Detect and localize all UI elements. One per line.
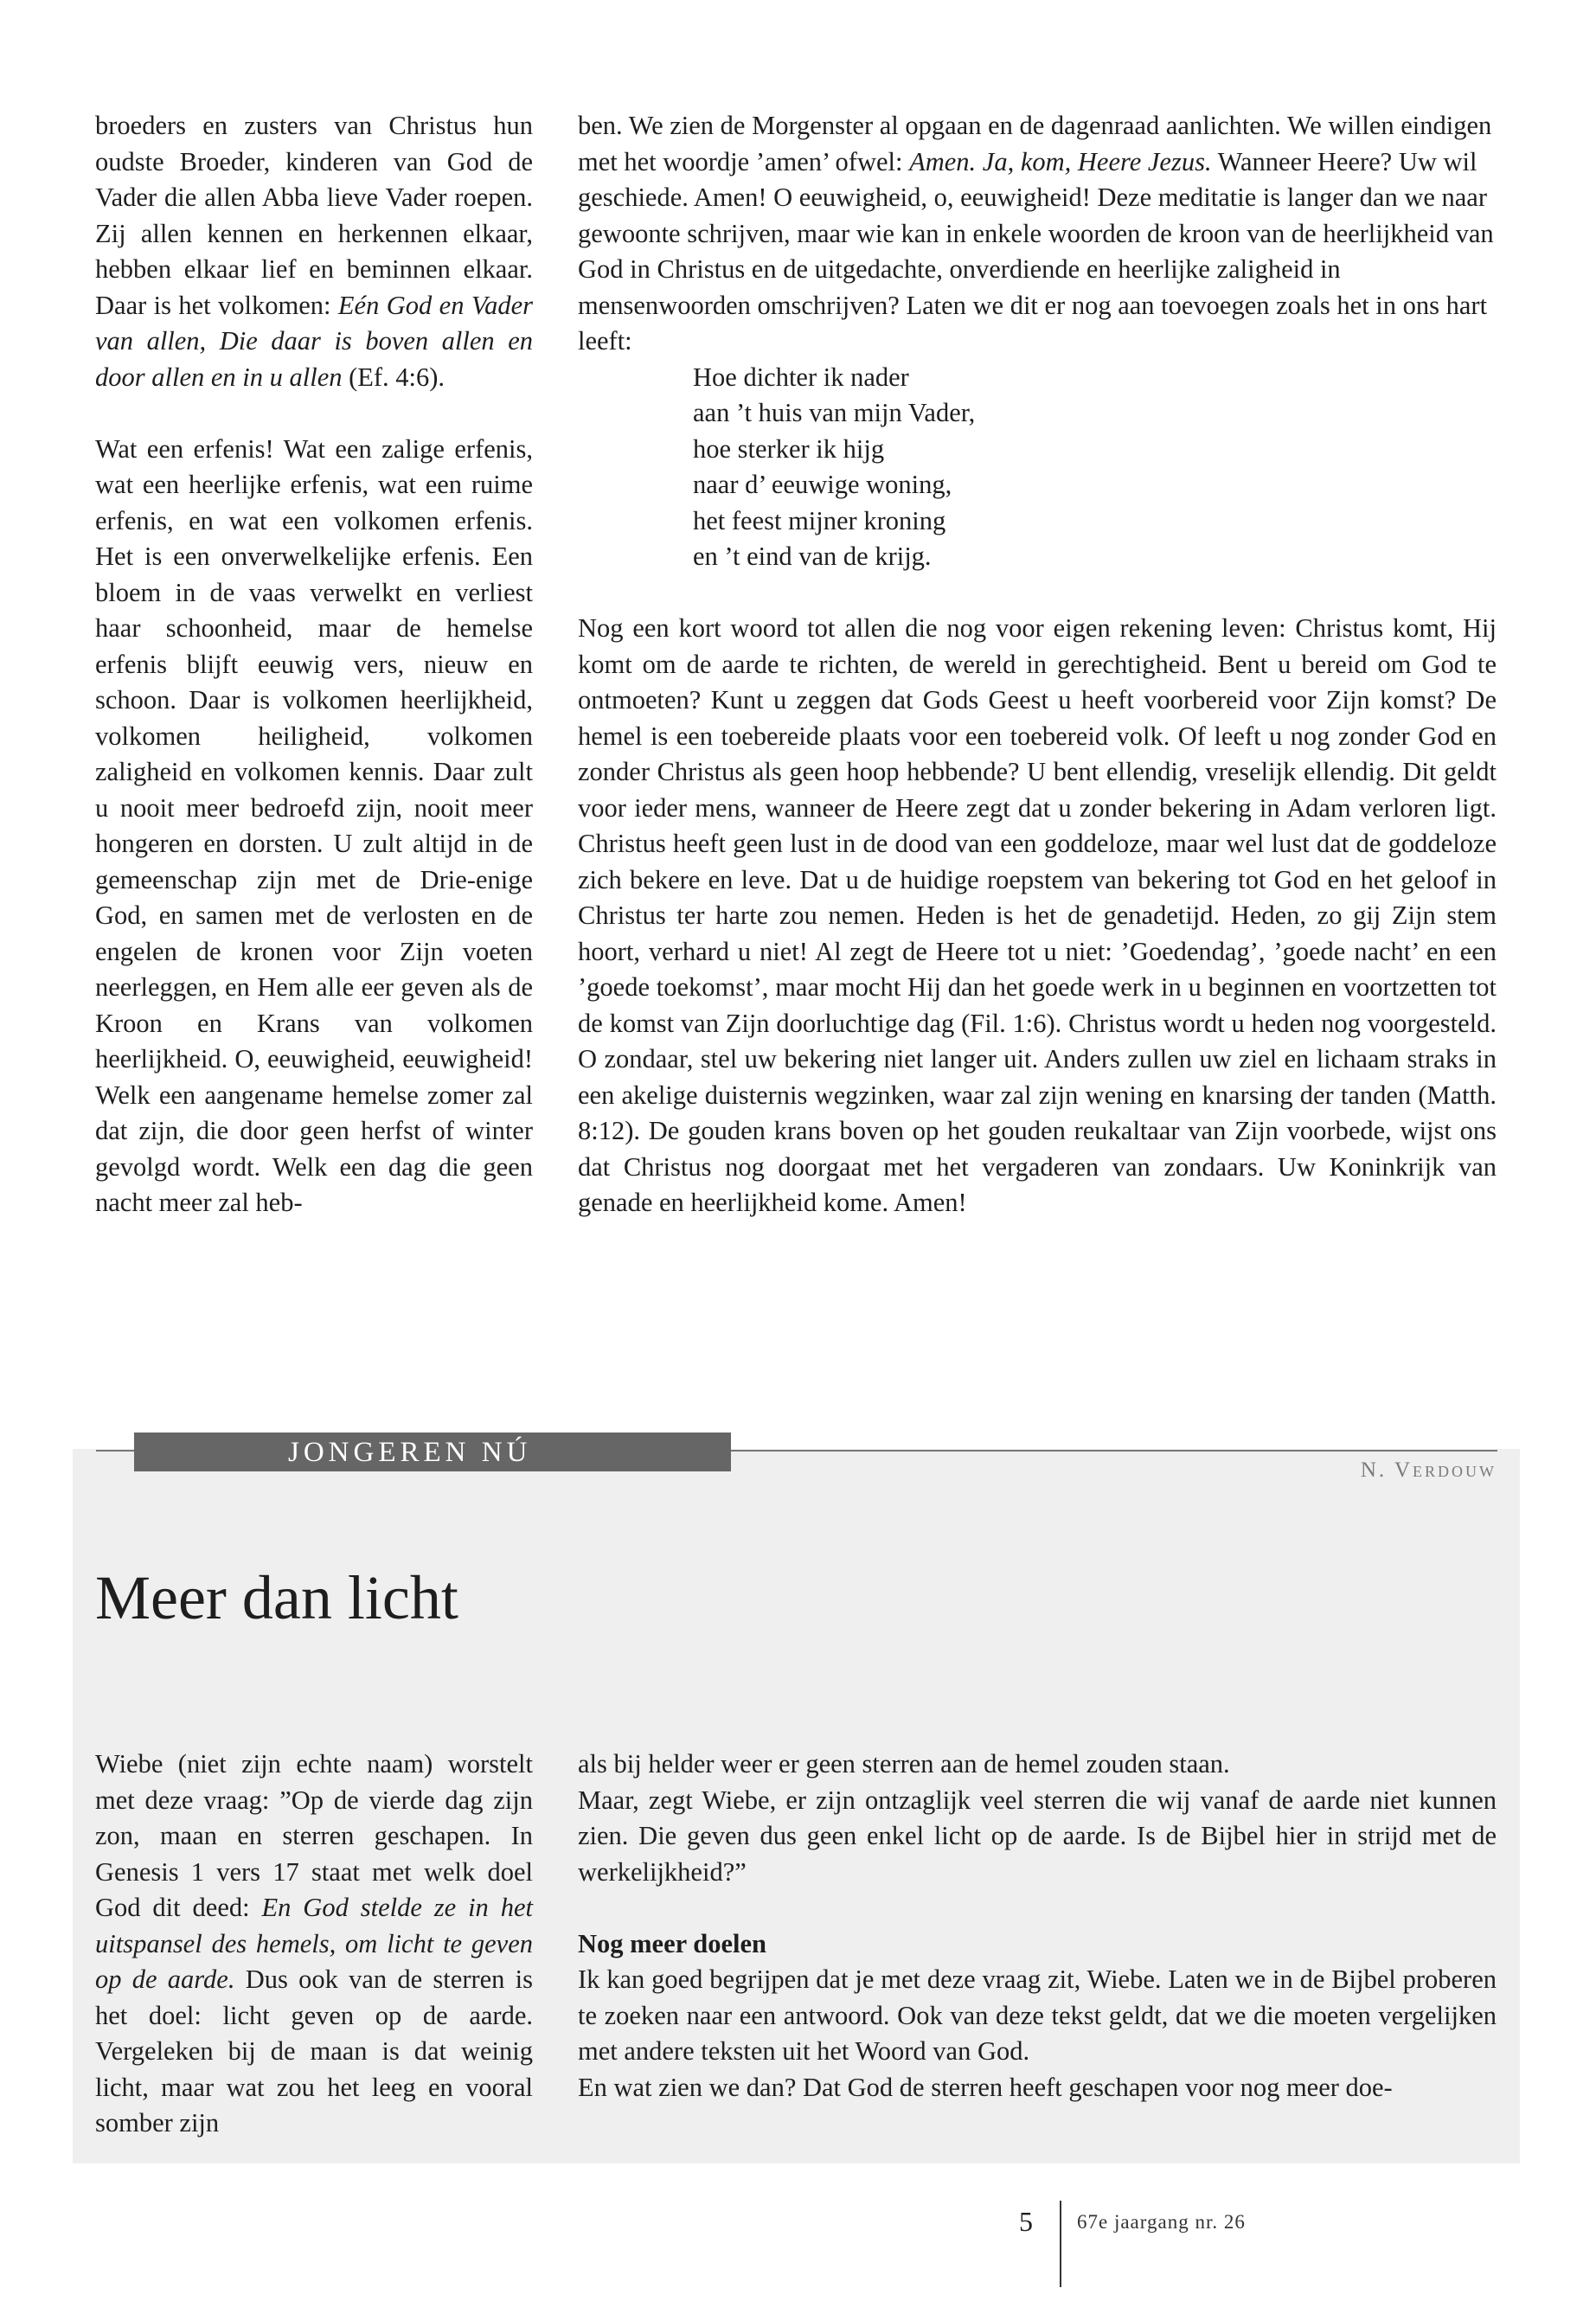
- article-top-left-column: [95, 108, 533, 1221]
- scripture-quote: En God stelde ze in het uitspansel des hemels, om licht te geven op de aarde.: [95, 1893, 533, 1994]
- poem-line: aan ’t huis van mijn Vader,: [693, 398, 976, 427]
- paragraph: [95, 1747, 533, 2142]
- paragraph: [578, 108, 1497, 360]
- author-name: N. Verdouw: [1360, 1458, 1497, 1482]
- section-banner: [134, 1433, 731, 1471]
- section-label: JONGEREN NÚ: [288, 1437, 532, 1468]
- paragraph: als bij helder weer er geen sterren aan de hemel zouden staan.: [578, 1749, 1230, 1779]
- article-top-right-column: [578, 108, 1497, 1221]
- issue-info: 67e jaargang nr. 26: [1077, 2211, 1246, 2233]
- paragraph-text: Wanneer Heere? Uw wil geschiede. Amen! O eeuwigheid, o, eeuwigheid! Deze meditatie is langer dan we naar gewoonte schrijven, maar wie kan in enkele woorden de kroon van de heerlijkheid van God in Christus en de uitgedachte, onverdiende en heerlijke zaligheid in mensenwoorden omschrijven? Laten we dit er nog aan toevoegen zoals het in ons hart leeft:: [578, 146, 1494, 356]
- paragraph-text: broeders en zusters van Christus hun oudste Broeder, kinderen van God de Vader die allen Abba lieve Vader roepen. Zij allen kennen en herkennen elkaar, hebben elkaar lief en beminnen elkaar. Daar is het volkomen:: [95, 111, 533, 320]
- paragraph-text: Wiebe (niet zijn echte naam) worstelt met deze vraag: ”Op de vierde dag zijn zon, maan en sterren geschapen. In Genesis 1 vers 17 staat met welk doel God dit deed:: [95, 1749, 533, 1922]
- page-number: 5: [1019, 2206, 1033, 2237]
- poem: [578, 360, 1497, 575]
- scripture-reference: (Ef. 4:6).: [342, 362, 445, 392]
- poem-line: Hoe dichter ik nader: [693, 362, 909, 392]
- scripture-quote: Amen. Ja, kom, Heere Jezus.: [909, 146, 1212, 176]
- poem-line: naar d’ eeuwige woning,: [693, 470, 952, 499]
- paragraph: Wat een erfenis! Wat een zalige erfenis, wat een heerlijke erfenis, wat een ruime erfenis, en wat een volkomen erfenis. Het is een onverwelkelijke erfenis. Een bloem in de vaas verwelkt en verliest haar schoonheid, maar de hemelse erfenis blijft eeuwig vers, nieuw en schoon. Daar is volkomen heerlijkheid, volkomen heiligheid, volkomen zaligheid en volkomen kennis. Daar zult u nooit meer bedroefd zijn, nooit meer hongeren en dorsten. U zult altijd in de gemeenschap zijn met de Drie-enige God, en samen met de verlosten en de engelen de kronen voor Zijn voeten neerleggen, en Hem alle eer geven als de Kroon en Krans van volkomen heerlijkheid. O, eeuwigheid, eeuwigheid! Welk een aangename hemelse zomer zal dat zijn, die door geen herfst of winter gevolgd wordt. Welk een dag die geen nacht meer zal heb-: [95, 433, 533, 1217]
- paragraph-text: Dus ook van de sterren is het doel: licht geven op de aarde. Vergeleken bij de maan is dat weinig licht, maar wat zou het leeg en vooral somber zijn: [95, 1965, 534, 2138]
- paragraph: [95, 108, 533, 395]
- subheading: Nog meer doelen: [578, 1928, 766, 1958]
- paragraph: En wat zien we dan? Dat God de sterren heeft geschapen voor nog meer doe-: [578, 2072, 1393, 2102]
- article-bottom-right-column: [578, 1747, 1497, 2106]
- paragraph: Nog een kort woord tot allen die nog voor eigen rekening leven: Christus komt, Hij komt om de aarde te richten, de wereld in gerechtigheid. Bent u bereid om God te ontmoeten? Kunt u zeggen dat Gods Geest u heeft voorbereid voor Zijn komst? De hemel is een toebereide plaats voor een toebereid volk. Of leeft u nog zonder God en zonder Christus als geen hoop hebbende? U bent ellendig, vreselijk ellendig. Dit geldt voor ieder mens, wanneer de Heere zegt dat u zonder bekering in Adam verloren ligt. Christus heeft geen lust in de dood van een goddeloze, maar wel lust dat de goddeloze zich bekere en leve. Dat u de huidige roepstem van bekering tot God en het geloof in Christus ter harte zou nemen. Heden is het de genadetijd. Heden, zo gij Zijn stem hoort, verhard u niet! Al zegt de Heere tot u niet: ’Goedendag’, ’goede nacht’ en een ’goede toekomst’, maar mocht Hij dan het goede werk in u beginnen en voortzetten tot de komst van Zijn doorluchtige dag (Fil. 1:6). Christus wordt u heden nog voorgesteld. O zondaar, stel uw bekering niet langer uit. Anders zullen uw ziel en lichaam straks in een akelige duisternis wegzinken, waar zal zijn wening en knarsing der tanden (Matth. 8:12). De gouden krans boven op het gouden reukaltaar van Zijn voorbede, wijst ons dat Christus nog doorgaat met het vergaderen van zondaars. Uw Koninkrijk van genade en heerlijkheid kome. Amen!: [578, 613, 1497, 1217]
- paragraph: Ik kan goed begrijpen dat je met deze vraag zit, Wiebe. Laten we in de Bijbel proberen te zoeken naar een antwoord. Ook van deze tekst geldt, dat we die moeten vergelijken met andere teksten uit het Woord van God.: [578, 1965, 1497, 2066]
- footer-divider: [1060, 2201, 1061, 2287]
- scripture-quote: Eén God en Vader van allen, Die daar is boven allen en door allen en in u allen: [95, 290, 534, 392]
- article-title: Meer dan licht: [95, 1563, 458, 1632]
- paragraph: Maar, zegt Wiebe, er zijn ontzaglijk veel sterren die wij vanaf de aarde niet kunnen zien. Die geven dus geen enkel licht op de aarde. Is de Bijbel hier in strijd met de werkelijkheid?”: [578, 1785, 1497, 1887]
- poem-line: hoe sterker ik hijg: [693, 433, 885, 464]
- paragraph-text: ben. We zien de Morgenster al opgaan en de dagenraad aanlichten. We willen eindigen met het woordje ’amen’ ofwel:: [578, 111, 1492, 176]
- poem-line: het feest mijner kroning: [693, 505, 946, 535]
- poem-line: en ’t eind van de krijg.: [693, 542, 932, 571]
- article-bottom-left-column: [95, 1747, 533, 2142]
